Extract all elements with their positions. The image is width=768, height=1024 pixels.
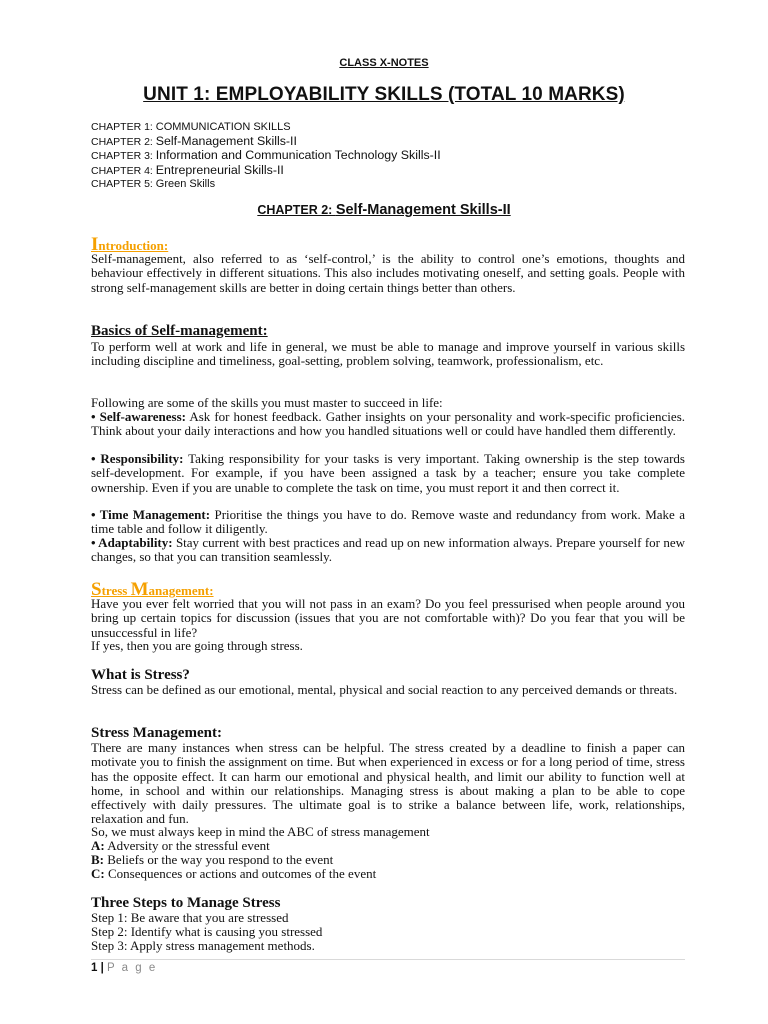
- stress-management-heading: Stress Management:: [91, 725, 222, 741]
- stress-intro-text: Have you ever felt worried that you will not pass in an exam? Do you feel pressurised when people around you bring up certain topics for discussion (issues that you are not comfortable with)? Do you fear that you will be unsuccessful in life?: [91, 596, 685, 640]
- step-item: Step 3: Apply stress management methods.: [91, 938, 315, 953]
- skill-item: • Self-awareness: Ask for honest feedback. Gather insights on your personality and work-specific proficiencies. Think about your daily interactions and how you handled situations well or could have handled them differently.: [91, 409, 686, 439]
- chapter-list-item: CHAPTER 2: Self-Management Skills-II: [91, 133, 297, 148]
- step-item: Step 1: Be aware that you are stressed: [91, 910, 289, 925]
- stress-management-section-heading: Stress Management:: [91, 579, 214, 600]
- abc-item: A: Adversity or the stressful event: [91, 838, 270, 853]
- skill-item: • Adaptability: Stay current with best practices and read up on new information always. Prepare yourself for new changes, so that you can transition seamlessly.: [91, 535, 685, 565]
- chapter-list-item: CHAPTER 5: Green Skills: [91, 178, 216, 191]
- basics-heading: Basics of Self-management:: [91, 323, 268, 339]
- class-notes-label: CLASS X-NOTES: [339, 57, 429, 69]
- chapter-heading: CHAPTER 2: Self-Management Skills-II: [257, 202, 511, 218]
- stress-management-text: There are many instances when stress can be helpful. The stress created by a deadline to finish a paper can motivate you to finish the assignment on time. But when experienced in excess or for a long period of time, stress has the opposite effect. It can harm our emotional and physical health, and limit our ability to function well at home, in school and within our relationships. Managing stress is about making a plan to be able to cope effectively with daily pressures. The ultimate goal is to strike a balance between life, work, relationships, relaxation and fun.: [91, 740, 685, 827]
- footer-divider: [91, 959, 685, 960]
- introduction-heading: Introduction:: [91, 234, 169, 255]
- skills-intro-line: Following are some of the skills you must master to succeed in life:: [91, 395, 443, 410]
- chapter-list-item: CHAPTER 4: Entrepreneurial Skills-II: [91, 162, 284, 177]
- introduction-text: Self-management, also referred to as ‘self-control,’ is the ability to control one’s emotions, thoughts and behaviour effectively in different situations. This also includes motivating oneself, and setting goals. People with strong self-management skills are better in doing certain things better than others.: [91, 251, 685, 295]
- skill-item: • Responsibility: Taking responsibility for your tasks is very important. Taking ownership is the step towards self-development. For example, if you have been assigned a task by a teacher; ensure you take complete ownership. Even if you are unable to complete the task on time, you must report it and then correct it.: [91, 451, 685, 495]
- unit-title: UNIT 1: EMPLOYABILITY SKILLS (TOTAL 10 MARKS): [143, 84, 625, 105]
- chapter-list: [91, 121, 441, 192]
- stress-intro-line: If yes, then you are going through stress.: [91, 638, 303, 653]
- skill-item: • Time Management: Prioritise the things you have to do. Remove waste and redundancy from work. Make a time table and follow it diligently.: [91, 507, 685, 537]
- abc-intro-line: So, we must always keep in mind the ABC of stress management: [91, 824, 430, 839]
- abc-item: C: Consequences or actions and outcomes of the event: [91, 866, 377, 881]
- page-footer: 1 | P a g e: [91, 962, 158, 974]
- step-item: Step 2: Identify what is causing you stressed: [91, 924, 323, 939]
- chapter-list-item: CHAPTER 1: COMMUNICATION SKILLS: [91, 121, 291, 133]
- what-is-stress-text: Stress can be defined as our emotional, mental, physical and social reaction to any perceived demands or threats.: [91, 682, 678, 697]
- three-steps-heading: Three Steps to Manage Stress: [91, 895, 281, 911]
- chapter-list-item: CHAPTER 3: Information and Communication Technology Skills-II: [91, 148, 441, 163]
- abc-item: B: Beliefs or the way you respond to the event: [91, 852, 334, 867]
- basics-text: To perform well at work and life in general, we must be able to manage and improve yourself in various skills including discipline and timeliness, goal-setting, problem solving, teamwork, professionalism, etc.: [91, 339, 685, 369]
- what-is-stress-heading: What is Stress?: [91, 667, 190, 683]
